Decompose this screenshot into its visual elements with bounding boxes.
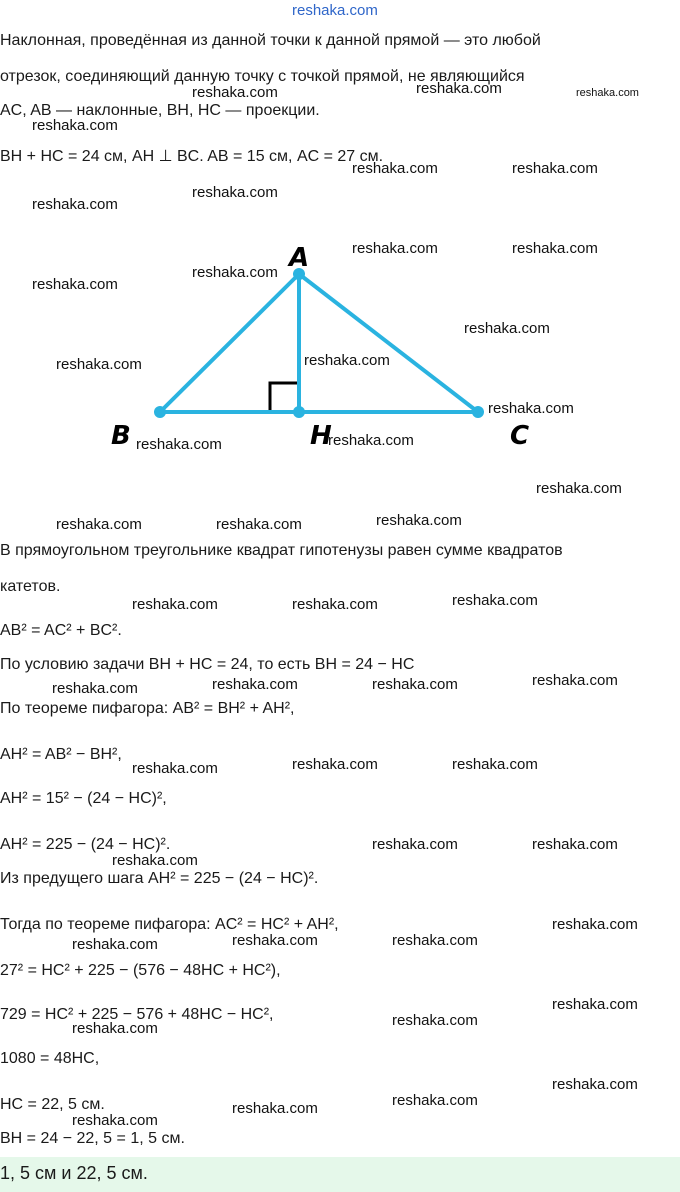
watermark: reshaka.com bbox=[192, 184, 278, 201]
solution-line-8: AH² = 225 − (24 − HC)². bbox=[0, 836, 171, 853]
solution-line-9: Из предущего шага AH² = 225 − (24 − HC)². bbox=[0, 870, 319, 887]
label-b: B bbox=[111, 421, 131, 451]
watermark: reshaka.com bbox=[352, 240, 438, 257]
label-c: C bbox=[510, 421, 530, 451]
watermark: reshaka.com bbox=[192, 264, 278, 281]
watermark: reshaka.com bbox=[192, 84, 278, 101]
watermark: reshaka.com bbox=[488, 400, 574, 417]
watermark: reshaka.com bbox=[72, 936, 158, 953]
watermark: reshaka.com bbox=[56, 356, 142, 373]
watermark: reshaka.com bbox=[552, 1076, 638, 1093]
watermark: reshaka.com bbox=[552, 916, 638, 933]
watermark: reshaka.com bbox=[132, 760, 218, 777]
watermark: reshaka.com bbox=[112, 852, 198, 869]
watermark: reshaka.com bbox=[56, 516, 142, 533]
watermark: reshaka.com bbox=[72, 1020, 158, 1037]
watermark: reshaka.com bbox=[392, 1012, 478, 1029]
point-h bbox=[293, 406, 305, 418]
solution-line-15: BH = 24 − 22, 5 = 1, 5 см. bbox=[0, 1130, 185, 1147]
side-ac bbox=[299, 274, 478, 412]
watermark: reshaka.com bbox=[532, 836, 618, 853]
watermark: reshaka.com bbox=[328, 432, 414, 449]
side-ab bbox=[160, 274, 299, 412]
watermark: reshaka.com bbox=[52, 680, 138, 697]
solution-line-6: AH² = AB² − BH², bbox=[0, 746, 122, 763]
theory-line-3: AC, AB — наклонные, BH, HC — проекции. bbox=[0, 102, 320, 119]
watermark: reshaka.com bbox=[576, 87, 639, 99]
watermark: reshaka.com bbox=[392, 932, 478, 949]
watermark: reshaka.com bbox=[232, 932, 318, 949]
solution-line-4: По условию задачи BH + HC = 24, то есть BH = 24 − HC bbox=[0, 656, 415, 673]
answer-text: 1, 5 см и 22, 5 см. bbox=[0, 1163, 148, 1183]
watermark: reshaka.com bbox=[72, 1112, 158, 1129]
watermark: reshaka.com bbox=[464, 320, 550, 337]
watermark: reshaka.com bbox=[32, 276, 118, 293]
theory-line-2: отрезок, соединяющий данную точку с точкой прямой, не являющийся bbox=[0, 68, 525, 85]
given-conditions: BH + HC = 24 см, AH ⊥ BC. AB = 15 см, AC = 27 см. bbox=[0, 148, 384, 165]
watermark: reshaka.com bbox=[216, 516, 302, 533]
formula-pythagoras: AB² = AC² + BC². bbox=[0, 622, 122, 639]
watermark: reshaka.com bbox=[452, 756, 538, 773]
watermark: reshaka.com bbox=[212, 676, 298, 693]
theory-line-1: Наклонная, проведённая из данной точки к данной прямой — это любой bbox=[0, 32, 541, 49]
solution-line-5: По теореме пифагора: AB² = BH² + AH², bbox=[0, 700, 295, 717]
solution-line-13: 1080 = 48HC, bbox=[0, 1050, 100, 1067]
watermark: reshaka.com bbox=[292, 596, 378, 613]
watermark: reshaka.com bbox=[292, 756, 378, 773]
watermark: reshaka.com bbox=[532, 672, 618, 689]
solution-line-12: 729 = HC² + 225 − 576 + 48HC − HC², bbox=[0, 1006, 274, 1023]
watermark: reshaka.com bbox=[552, 996, 638, 1013]
watermark: reshaka.com bbox=[136, 436, 222, 453]
watermark: reshaka.com bbox=[32, 117, 118, 134]
watermark: reshaka.com bbox=[512, 160, 598, 177]
site-header-link[interactable]: reshaka.com bbox=[292, 2, 378, 19]
point-c bbox=[472, 406, 484, 418]
solution-line-1: В прямоугольном треугольнике квадрат гипотенузы равен сумме квадратов bbox=[0, 542, 563, 559]
watermark: reshaka.com bbox=[372, 676, 458, 693]
watermark: reshaka.com bbox=[304, 352, 390, 369]
solution-line-11: 27² = HC² + 225 − (576 − 48HC + HC²), bbox=[0, 962, 281, 979]
solution-line-7: AH² = 15² − (24 − HC)², bbox=[0, 790, 167, 807]
watermark: reshaka.com bbox=[536, 480, 622, 497]
watermark: reshaka.com bbox=[32, 196, 118, 213]
label-a: A bbox=[289, 243, 310, 273]
solution-line-14: HC = 22, 5 см. bbox=[0, 1096, 105, 1113]
label-h: H bbox=[310, 421, 332, 451]
watermark: reshaka.com bbox=[392, 1092, 478, 1109]
watermark: reshaka.com bbox=[232, 1100, 318, 1117]
answer-box bbox=[0, 1157, 680, 1192]
solution-line-10: Тогда по теореме пифагора: AC² = HC² + AH², bbox=[0, 916, 339, 933]
watermark: reshaka.com bbox=[352, 160, 438, 177]
watermark: reshaka.com bbox=[372, 836, 458, 853]
watermark: reshaka.com bbox=[132, 596, 218, 613]
solution-line-2: катетов. bbox=[0, 578, 61, 595]
watermark: reshaka.com bbox=[376, 512, 462, 529]
point-b bbox=[154, 406, 166, 418]
watermark: reshaka.com bbox=[452, 592, 538, 609]
watermark: reshaka.com bbox=[416, 80, 502, 97]
right-angle-mark bbox=[270, 383, 297, 410]
watermark: reshaka.com bbox=[512, 240, 598, 257]
